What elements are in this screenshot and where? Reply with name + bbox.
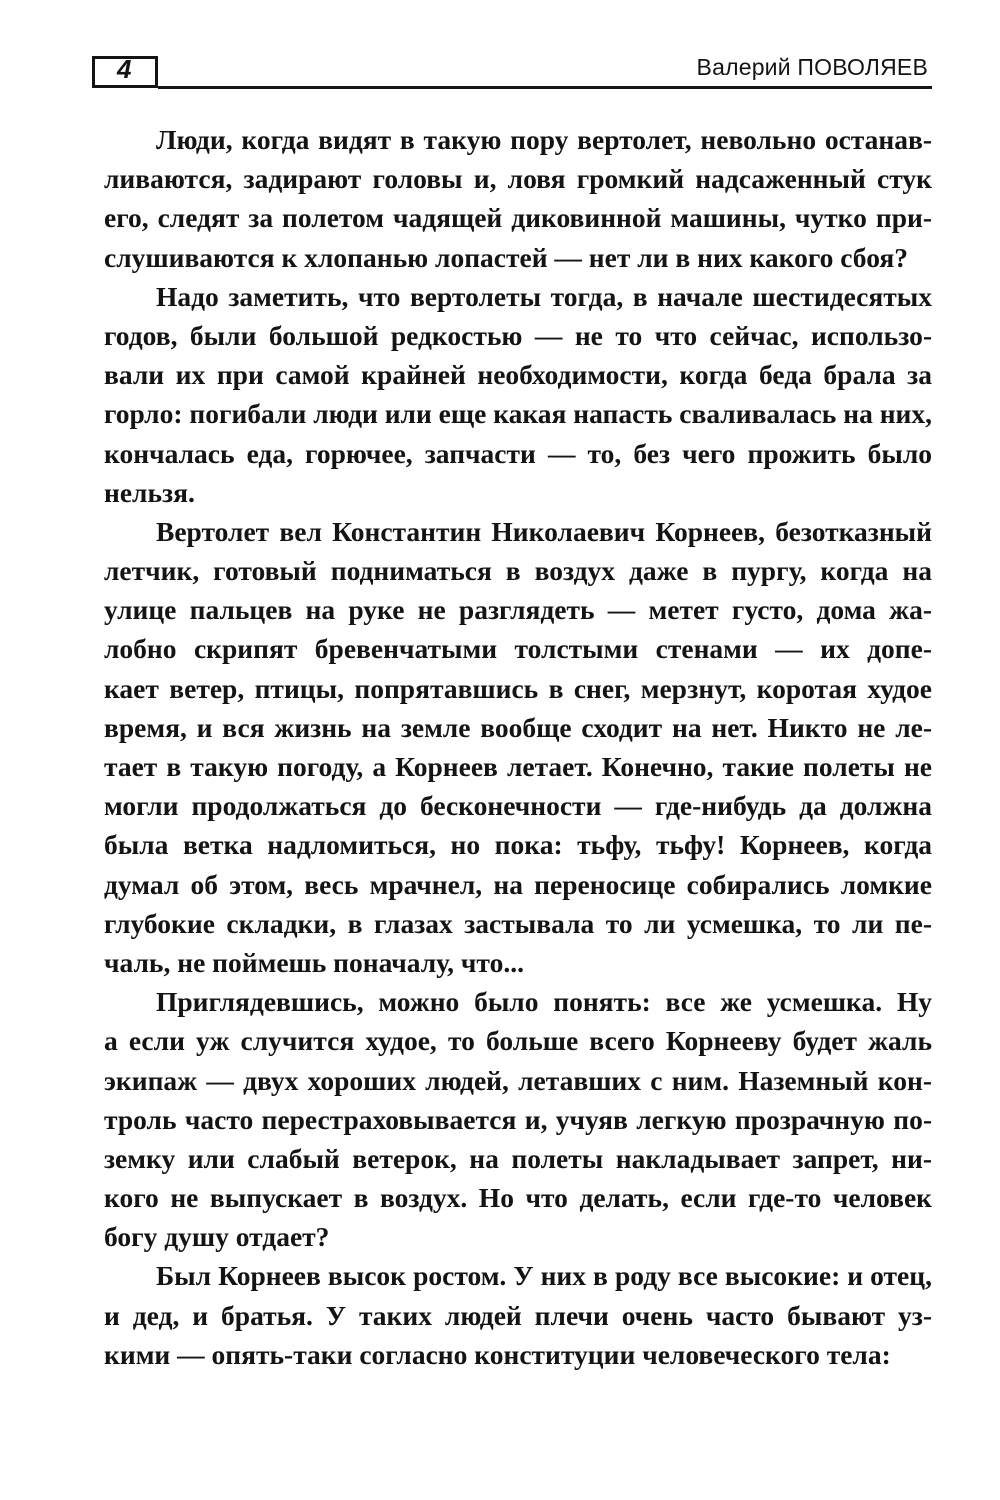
- text-line: годов, были большой редкостью — не то что сейчас, использо-: [104, 319, 932, 351]
- text-line: ливаются, задирают головы и, ловя громкий надсаженный стук: [104, 163, 932, 195]
- text-line: богу душу отдает?: [104, 1221, 330, 1253]
- text-line: кает ветер, птицы, попрятавшись в снег, мерзнут, коротая худое: [104, 672, 932, 704]
- text-line: тает в такую погоду, а Корнеев летает. Конечно, такие полеты не: [104, 751, 932, 782]
- text-line: Был Корнеев высок ростом. У них в роду все высокие: и отец,: [156, 1260, 932, 1292]
- text-line: а если уж случится худое, то больше всего Корнееву будет жаль: [104, 1025, 932, 1057]
- text-line: Вертолет вел Константин Николаевич Корнеев, безотказный: [156, 515, 932, 547]
- body-text: [104, 120, 932, 1374]
- paragraph: [104, 1256, 932, 1374]
- header-rule: [158, 86, 932, 89]
- text-line: улице пальцев на руке не разглядеть — метет густо, дома жа-: [104, 594, 932, 626]
- text-line: земку или слабый ветерок, на полеты накладывает запрет, ни-: [104, 1142, 932, 1174]
- text-line: его, следят за полетом чадящей диковинной машины, чутко при-: [104, 202, 932, 234]
- paragraph: [104, 120, 932, 277]
- author-last-name: ПОВОЛЯЕВ: [797, 54, 928, 80]
- page-header: [92, 52, 932, 94]
- text-line: Приглядевшись, можно было понять: все же усмешка. Ну: [156, 986, 932, 1018]
- text-line: могли продолжаться до бесконечности — где-нибудь да должна: [104, 790, 932, 822]
- text-line: нельзя.: [104, 476, 195, 508]
- paragraph: [104, 512, 932, 982]
- text-line: кими — опять-таки согласно конституции человеческого тела:: [104, 1338, 891, 1370]
- text-line: и дед, и братья. У таких людей плечи очень часто бывают уз-: [104, 1299, 932, 1331]
- text-line: была ветка надломиться, но пока: тьфу, тьфу! Корнеев, когда: [104, 829, 932, 861]
- text-line: чаль, не поймешь поначалу, что...: [104, 946, 524, 978]
- text-line: Люди, когда видят в такую пору вертолет, невольно останав-: [156, 124, 932, 155]
- text-line: летчик, готовый подниматься в воздух даже в пургу, когда на: [104, 555, 932, 587]
- text-line: время, и вся жизнь на земле вообще сходит на нет. Никто не ле-: [104, 711, 932, 743]
- text-line: экипаж — двух хороших людей, летавших с ним. Наземный кон-: [104, 1064, 932, 1096]
- text-line: думал об этом, весь мрачнел, на переносице собирались ломкие: [104, 868, 932, 900]
- text-line: лобно скрипят бревенчатыми толстыми стенами — их допе-: [104, 633, 932, 665]
- text-line: кого не выпускает в воздух. Но что делать, если где-то человек: [104, 1182, 932, 1214]
- page-number: 4: [117, 54, 132, 84]
- text-line: слушиваются к хлопанью лопастей — нет ли в них какого сбоя?: [104, 241, 909, 273]
- text-line: Надо заметить, что вертолеты тогда, в начале шестидесятых: [156, 280, 932, 312]
- text-line: вали их при самой крайней необходимости, когда беда брала за: [104, 359, 932, 391]
- text-line: троль часто перестраховывается и, учуяв легкую прозрачную по-: [104, 1103, 932, 1135]
- page-number-box: [92, 56, 158, 88]
- text-line: кончалась еда, горючее, запчасти — то, без чего прожить было: [104, 437, 932, 469]
- paragraph: [104, 277, 932, 512]
- text-line: глубокие складки, в глазах застывала то ли усмешка, то ли пе-: [104, 907, 932, 939]
- author-first-name: Валерий: [696, 54, 791, 80]
- text-line: горло: погибали люди или еще какая напасть сваливалась на них,: [104, 398, 933, 430]
- paragraph: [104, 982, 932, 1256]
- running-head: [697, 54, 928, 80]
